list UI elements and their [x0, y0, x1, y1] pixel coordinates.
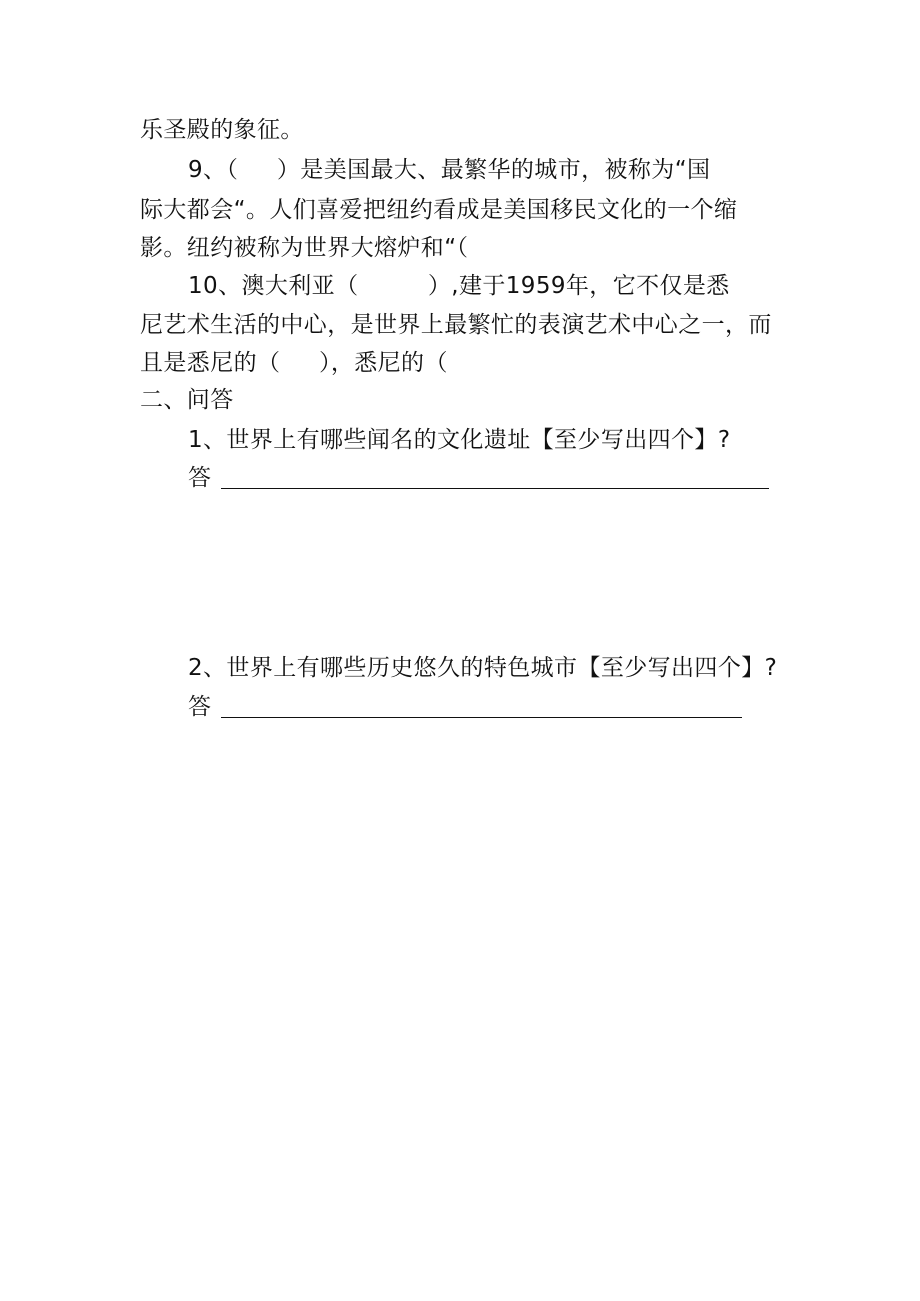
text-line-continuation: 乐圣殿的象征。	[140, 117, 304, 143]
question-1-answer-row	[188, 463, 769, 493]
fill-in-question-9-line-1: 9、（ ）是美国最大、最繁华的城市，被称为“国	[188, 157, 711, 183]
answer-blank-line[interactable]	[221, 717, 742, 718]
fill-in-question-10-line-3: 且是悉尼的（ ），悉尼的（	[140, 350, 448, 376]
question-2-answer-row	[188, 692, 742, 722]
fill-in-question-10-line-2: 尼艺术生活的中心，是世界上最繁忙的表演艺术中心之一，而	[140, 312, 772, 338]
question-1-text: 1、世界上有哪些闻名的文化遗址【至少写出四个】?	[188, 427, 731, 453]
fill-in-question-10-line-1: 10、澳大利亚（ ）,建于1959年，它不仅是悉	[188, 273, 730, 299]
section-title: 二、问答	[140, 387, 234, 413]
question-2-text: 2、世界上有哪些历史悠久的特色城市【至少写出四个】?	[188, 655, 778, 681]
fill-in-question-9-line-2: 际大都会“。人们喜爱把纽约看成是美国移民文化的一个缩	[140, 197, 738, 223]
fill-in-question-9-line-3: 影。纽约被称为世界大熔炉和“（	[140, 235, 469, 261]
answer-blank-line[interactable]	[221, 488, 769, 489]
answer-label: 答	[188, 465, 211, 491]
answer-label: 答	[188, 694, 211, 720]
